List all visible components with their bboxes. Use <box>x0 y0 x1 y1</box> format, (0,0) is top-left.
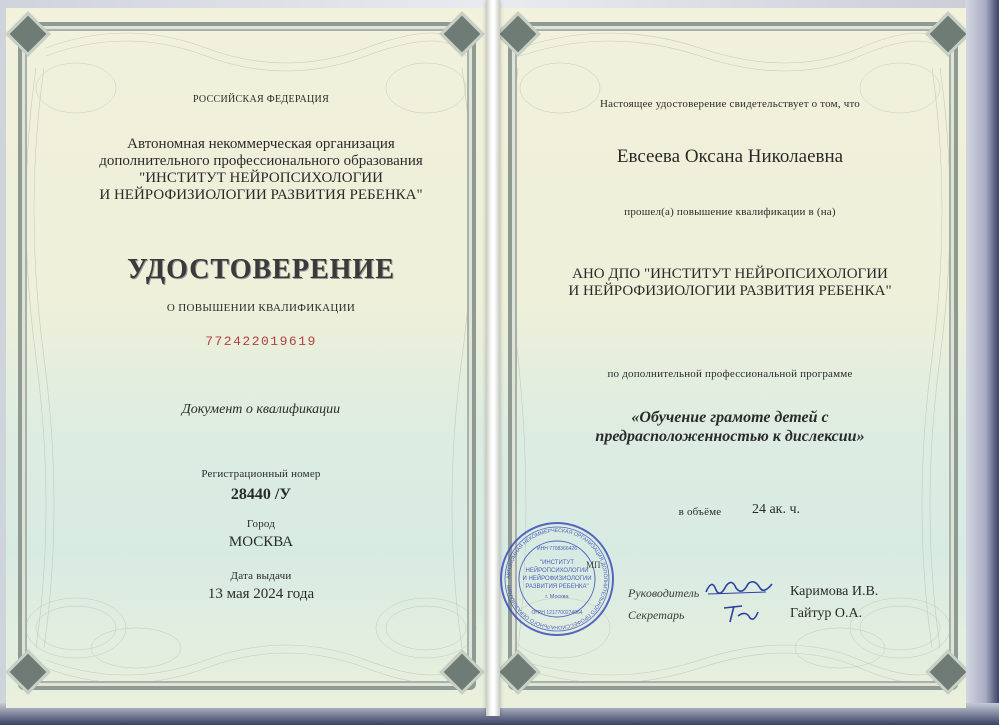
organization-name <box>46 136 476 204</box>
city: МОСКВА <box>228 534 294 550</box>
stamp-center-line: "ИНСТИТУТ <box>539 560 575 566</box>
head-signature <box>702 574 776 602</box>
document-title: УДОСТОВЕРЕНИЕ <box>127 254 395 285</box>
org-line: Автономная некоммерческая организация <box>127 136 395 152</box>
secretary-name: Гайтур О.А. <box>790 606 863 621</box>
institution-name <box>530 266 930 300</box>
org-line: "ИНСТИТУТ НЕЙРОПСИХОЛОГИИ <box>139 170 383 186</box>
institution-line: АНО ДПО "ИНСТИТУТ НЕЙРОПСИХОЛОГИИ <box>572 266 888 282</box>
head-name: Каримова И.В. <box>790 584 879 599</box>
city-label: Город <box>246 518 276 530</box>
serial-number: 772422019619 <box>205 334 317 349</box>
left-page <box>6 8 488 708</box>
volume-label: в объёме <box>678 506 722 518</box>
passed-text: прошел(а) повышение квалификации в (на) <box>624 206 836 218</box>
program-line: «Обучение грамоте детей с <box>631 409 829 426</box>
stamp-center-line: РАЗВИТИЯ РЕБЕНКА" <box>525 584 589 590</box>
head-label: Руководитель <box>628 586 700 600</box>
secretary-label: Секретарь <box>628 608 685 622</box>
secretary-signature <box>720 600 760 626</box>
stamp-center-line: НЕЙРОПСИХОЛОГИИ <box>525 568 589 574</box>
document-subtitle: О ПОВЫШЕНИИ КВАЛИФИКАЦИИ <box>166 302 356 314</box>
cover-edge <box>965 0 999 725</box>
issue-date-label: Дата выдачи <box>230 570 292 582</box>
stamp-ogrn: ОГРН 1217700274064 <box>531 610 583 616</box>
stamp-ring-text: АВТОНОМНАЯ НЕКОММЕРЧЕСКАЯ ОРГАНИЗАЦИЯ ДОПОЛНИТЕЛЬНОГО ПРОФЕССИОНАЛЬНОГО ОБРАЗОВАНИЯ <box>505 527 609 631</box>
program-label: по дополнительной профессиональной программе <box>607 368 853 380</box>
program-line: предрасположенностью к дислексии» <box>595 428 865 445</box>
stamp-inn: ИНН 7708366426 <box>536 546 578 552</box>
country-label: РОССИЙСКАЯ ФЕДЕРАЦИЯ <box>192 94 330 105</box>
document-type: Документ о квалификации <box>181 402 341 417</box>
recipient-name: Евсеева Оксана Николаевна <box>616 146 844 167</box>
issue-date: 13 мая 2024 года <box>207 586 315 602</box>
stamp-center-line: И НЕЙРОФИЗИОЛОГИИ <box>522 576 592 582</box>
volume-value: 24 ак. ч. <box>751 502 801 517</box>
intro-text: Настоящее удостоверение свидетельствует о том, что <box>599 98 861 110</box>
stamp-mark: МП <box>586 560 601 570</box>
stamp-city: г. Москва <box>545 594 569 600</box>
organization-stamp <box>498 520 616 638</box>
reg-number-label: Регистрационный номер <box>201 468 321 480</box>
org-line: дополнительного профессионального образования <box>99 153 423 169</box>
institution-line: И НЕЙРОФИЗИОЛОГИИ РАЗВИТИЯ РЕБЕНКА" <box>568 283 892 299</box>
reg-number: 28440 /У <box>230 486 292 503</box>
program-title <box>530 408 930 446</box>
org-line: И НЕЙРОФИЗИОЛОГИИ РАЗВИТИЯ РЕБЕНКА" <box>99 187 423 203</box>
